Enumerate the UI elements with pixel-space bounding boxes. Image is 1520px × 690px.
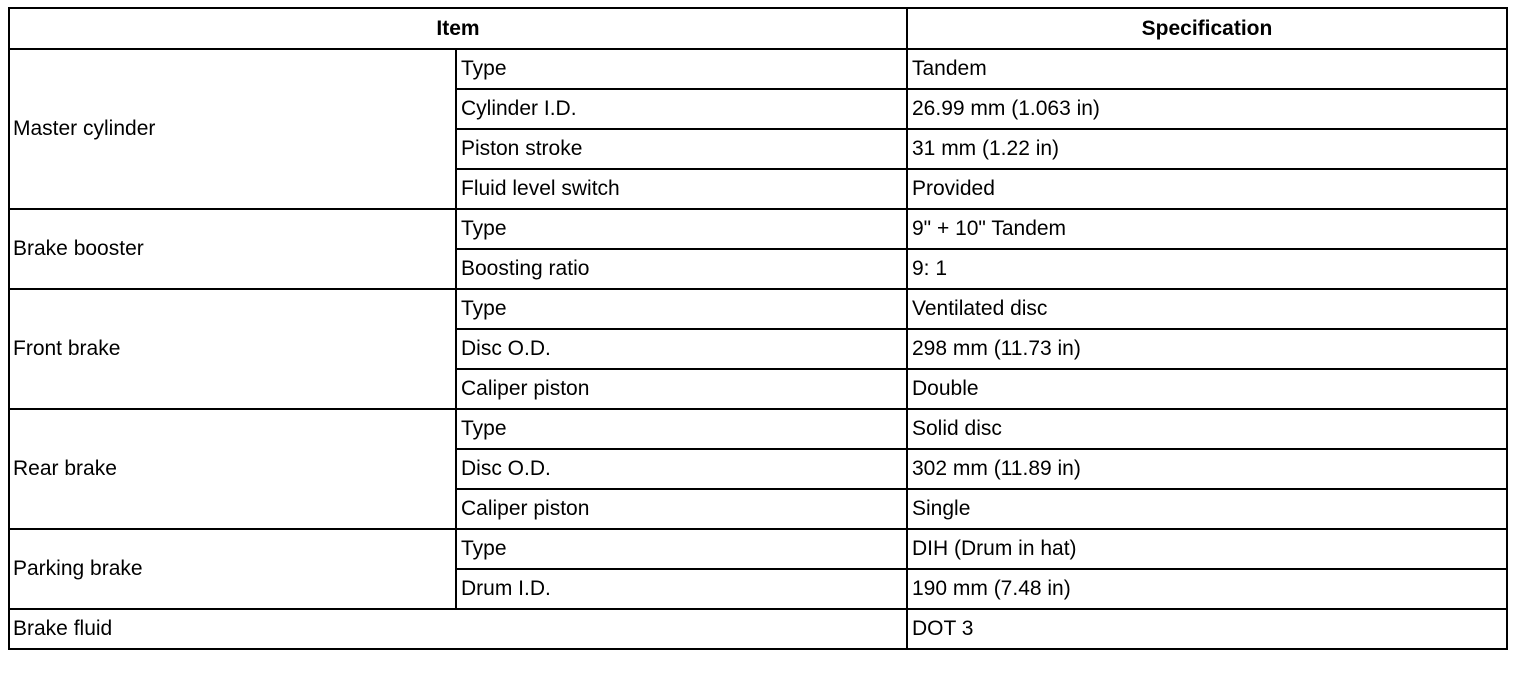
table-row [9, 49, 1507, 89]
table-row [9, 209, 1507, 249]
item-cell: Drum I.D. [456, 569, 907, 609]
spec-cell: Provided [907, 169, 1507, 209]
group-master-cylinder: Master cylinder [9, 49, 456, 209]
table-row [9, 609, 1507, 649]
spec-cell: Single [907, 489, 1507, 529]
group-front-brake: Front brake [9, 289, 456, 409]
table-row [9, 529, 1507, 569]
table-row [9, 289, 1507, 329]
spec-cell: Double [907, 369, 1507, 409]
spec-cell: 298 mm (11.73 in) [907, 329, 1507, 369]
spec-cell: 9" + 10" Tandem [907, 209, 1507, 249]
item-cell: Type [456, 49, 907, 89]
spec-cell: 9: 1 [907, 249, 1507, 289]
spec-cell: Tandem [907, 49, 1507, 89]
table-row [9, 409, 1507, 449]
brake-specification-table [8, 7, 1508, 650]
item-cell: Boosting ratio [456, 249, 907, 289]
group-rear-brake: Rear brake [9, 409, 456, 529]
item-cell: Type [456, 529, 907, 569]
item-cell: Type [456, 409, 907, 449]
spec-cell: DIH (Drum in hat) [907, 529, 1507, 569]
header-specification: Specification [907, 8, 1507, 49]
group-parking-brake: Parking brake [9, 529, 456, 609]
header-item: Item [9, 8, 907, 49]
item-cell: Piston stroke [456, 129, 907, 169]
item-cell: Disc O.D. [456, 329, 907, 369]
table-body [9, 49, 1507, 649]
spec-cell: Ventilated disc [907, 289, 1507, 329]
item-cell: Fluid level switch [456, 169, 907, 209]
group-brake-fluid: Brake fluid [9, 609, 907, 649]
item-cell: Caliper piston [456, 489, 907, 529]
group-brake-booster: Brake booster [9, 209, 456, 289]
item-cell: Type [456, 289, 907, 329]
item-cell: Cylinder I.D. [456, 89, 907, 129]
spec-cell: DOT 3 [907, 609, 1507, 649]
spec-cell: Solid disc [907, 409, 1507, 449]
item-cell: Disc O.D. [456, 449, 907, 489]
item-cell: Type [456, 209, 907, 249]
spec-cell: 190 mm (7.48 in) [907, 569, 1507, 609]
item-cell: Caliper piston [456, 369, 907, 409]
spec-cell: 31 mm (1.22 in) [907, 129, 1507, 169]
spec-cell: 302 mm (11.89 in) [907, 449, 1507, 489]
table-header-row [9, 8, 1507, 49]
spec-cell: 26.99 mm (1.063 in) [907, 89, 1507, 129]
